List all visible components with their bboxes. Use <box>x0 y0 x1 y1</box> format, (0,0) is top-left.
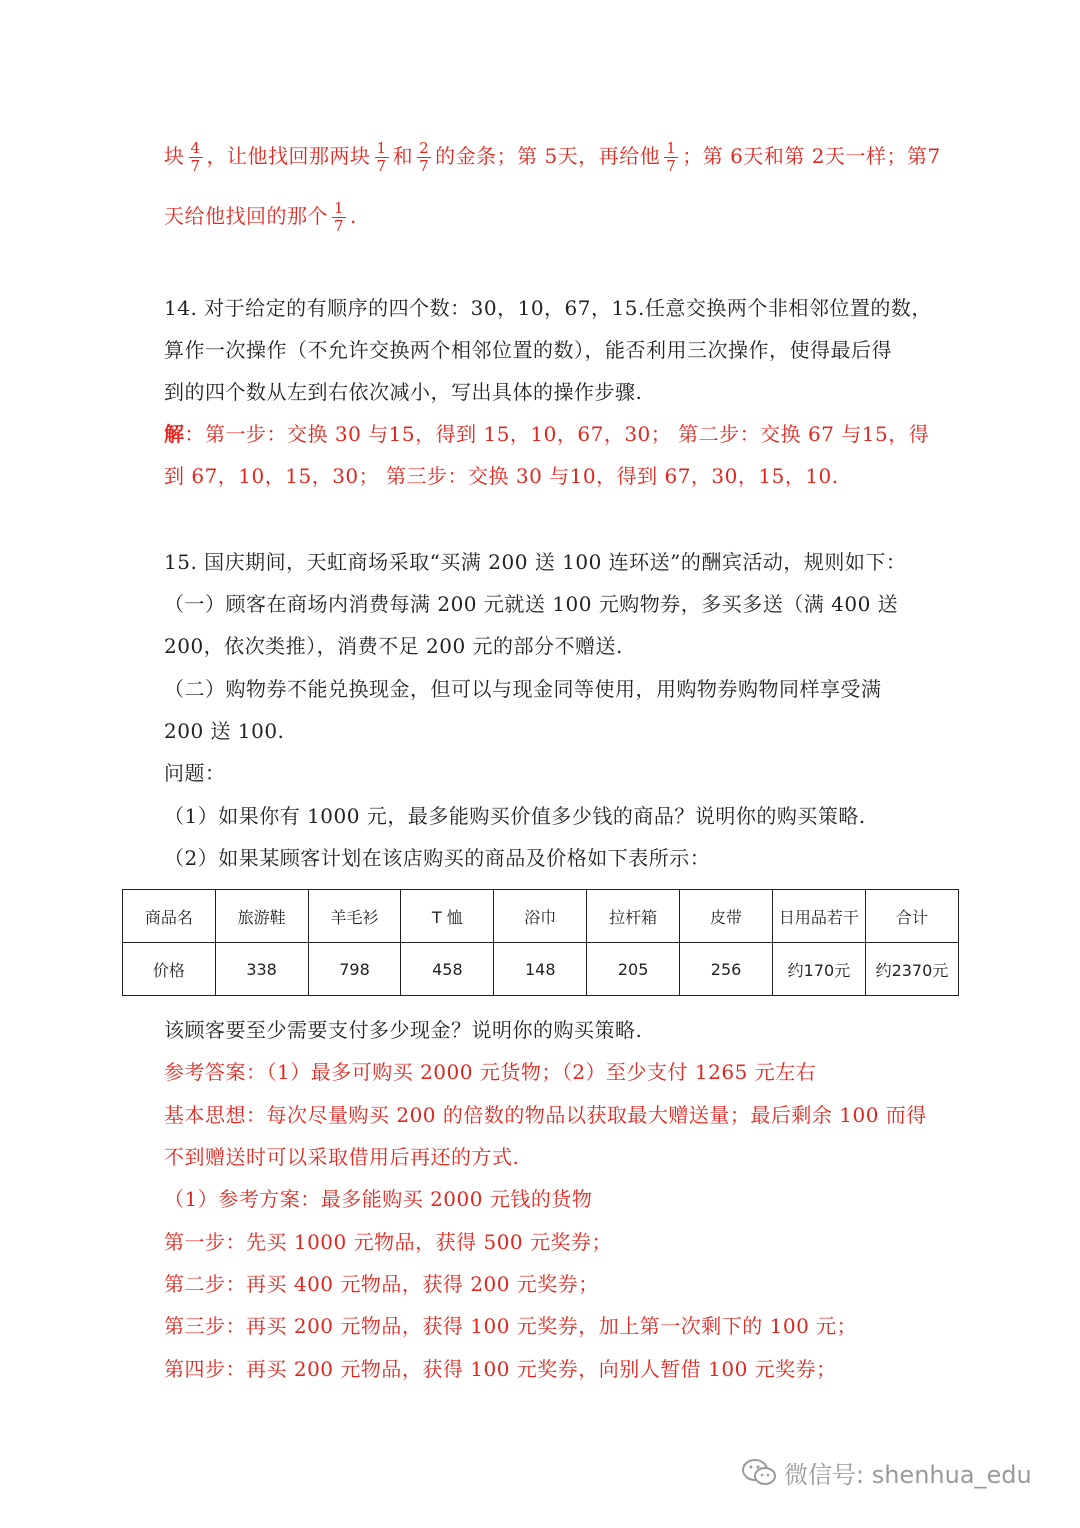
table-cell: 约170元 <box>772 943 865 996</box>
wechat-icon <box>740 1457 778 1495</box>
watermark <box>740 1455 1032 1495</box>
q15-line-3: 200，依次类推），消费不足 200 元的部分不赠送. <box>164 634 623 658</box>
answer-line-4: （1）参考方案：最多能购买 2000 元钱的货物 <box>164 1187 593 1211</box>
table-header-cell: 浴巾 <box>494 890 587 943</box>
answer-line-3: 不到赠送时可以采取借用后再还的方式. <box>164 1145 520 1169</box>
answer-line-2: 基本思想：每次尽量购买 200 的倍数的物品以获取最大赠送量；最后剩余 100 而得 <box>164 1103 927 1127</box>
q15-line-8: （2）如果某顾客计划在该店购买的商品及价格如下表所示： <box>164 846 711 870</box>
q13-text: . <box>350 204 357 228</box>
q13-text: ；第 6天和第 2天一样；第7 <box>682 144 941 168</box>
fraction: $\frac{1}{7}$ <box>376 139 387 175</box>
table-header-cell: 羊毛衫 <box>308 890 401 943</box>
table-cell: 798 <box>308 943 401 996</box>
fraction: $\frac{1}{7}$ <box>334 199 345 235</box>
fraction: $\frac{4}{7}$ <box>190 139 201 175</box>
q15-line-5: 200 送 100. <box>164 719 285 743</box>
table-cell: 148 <box>494 943 587 996</box>
q15-line-9: 该顾客要至少需要支付多少现金？说明你的购买策略. <box>164 1018 643 1042</box>
table-header-cell: 商品名 <box>123 890 216 943</box>
answer-line-6: 第二步：再买 400 元物品，获得 200 元奖券； <box>164 1272 599 1296</box>
q15-line-6: 问题： <box>164 761 226 785</box>
table-header-cell: T 恤 <box>401 890 494 943</box>
answer-line-7: 第三步：再买 200 元物品，获得 100 元奖券，加上第一次剩下的 100 元； <box>164 1314 858 1338</box>
q14-solution-line-1: 解：第一步：交换 30 与15，得到 15，10，67，30； 第二步：交换 67 与15，得 <box>164 422 930 446</box>
table-cell: 205 <box>587 943 680 996</box>
q15-line-1: 15. 国庆期间，天虹商场采取“买满 200 送 100 连环送”的酬宾活动，规则如下： <box>164 550 907 574</box>
q15-line-2: （一）顾客在商场内消费每满 200 元就送 100 元购物券，多买多送（满 400 送 <box>164 592 899 616</box>
fraction: $\frac{1}{7}$ <box>666 139 677 175</box>
table-row <box>123 943 959 996</box>
table-header-cell: 旅游鞋 <box>215 890 308 943</box>
q13-line-1 <box>164 140 941 175</box>
fraction: $\frac{2}{7}$ <box>419 139 430 175</box>
q13-text: 的金条；第 5天，再给他 <box>435 144 661 168</box>
answer-line-5: 第一步：先买 1000 元物品，获得 500 元奖券； <box>164 1230 613 1254</box>
q13-text: 和 <box>392 144 414 168</box>
price-table <box>122 889 959 996</box>
q14-line-3: 到的四个数从左到右依次减小，写出具体的操作步骤. <box>164 380 643 404</box>
table-cell: 价格 <box>123 943 216 996</box>
q13-text: 块 <box>164 144 185 168</box>
q13-text: ，让他找回那两块 <box>206 144 371 168</box>
table-header-cell: 日用品若干 <box>772 890 865 943</box>
table-header-row <box>123 890 959 943</box>
answer-line-8: 第四步：再买 200 元物品，获得 100 元奖券，向别人暂借 100 元奖券； <box>164 1357 837 1381</box>
q15-line-7: （1）如果你有 1000 元，最多能购买价值多少钱的商品？说明你的购买策略. <box>164 804 866 828</box>
q15-line-4: （二）购物券不能兑换现金，但可以与现金同等使用，用购物券购物同样享受满 <box>164 677 882 701</box>
table-cell: 458 <box>401 943 494 996</box>
table-header-cell: 合计 <box>865 890 958 943</box>
table-cell: 约2370元 <box>865 943 958 996</box>
solution-label: 解 <box>164 422 185 446</box>
table-cell: 338 <box>215 943 308 996</box>
answer-line-1: 参考答案：（1）最多可购买 2000 元货物；（2）至少支付 1265 元左右 <box>164 1060 817 1084</box>
watermark-text: 微信号: shenhua_edu <box>784 1461 1032 1489</box>
table-header-cell: 皮带 <box>680 890 773 943</box>
q14-line-2: 算作一次操作（不允许交换两个相邻位置的数），能否利用三次操作，使得最后得 <box>164 338 892 362</box>
q14-solution-line-2: 到 67，10，15，30； 第三步：交换 30 与10，得到 67，30，15，10. <box>164 464 839 488</box>
table-header-cell: 拉杆箱 <box>587 890 680 943</box>
q14-line-1: 14. 对于给定的有顺序的四个数：30，10，67，15.任意交换两个非相邻位置的数， <box>164 296 932 320</box>
q13-line-2 <box>164 200 357 235</box>
table-cell: 256 <box>680 943 773 996</box>
q13-text: 天给他找回的那个 <box>164 204 328 228</box>
